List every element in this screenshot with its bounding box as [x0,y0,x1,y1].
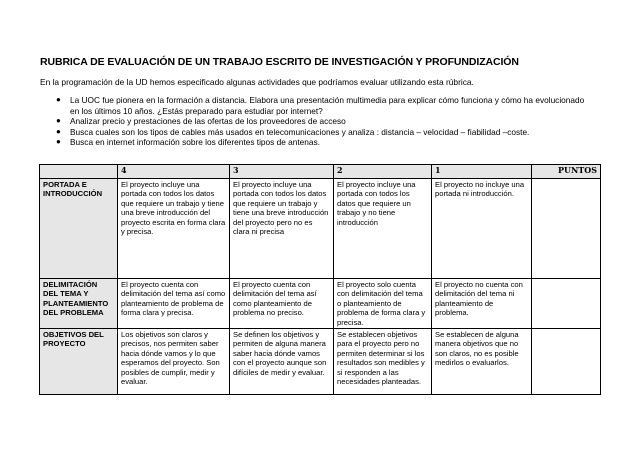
descriptor-cell: El proyecto incluye una portada con todos los datos que requiere un trabajo y no tiene introducción [334,179,432,279]
list-item [54,95,614,116]
descriptor-cell: El proyecto incluye una portada con todos los datos que requiere un trabajo y tiene una breve introducción del proyecto pero no es clara ni precisa [230,179,334,279]
criterion-cell: PORTADA E INTRODUCCIÓN [40,179,118,279]
document-title: RUBRICA DE EVALUACIÓN DE UN TRABAJO ESCRITO DE INVESTIGACIÓN Y PROFUNDIZACIÓN [40,56,519,68]
list-item-text-continued: en los últimos 10 años. ¿Estás preparado para estudiar por internet? [70,105,323,116]
descriptor-cell: El proyecto incluye una portada con todos los datos que requiere un trabajo y tiene una breve introducción del proyecto escrita en forma clara y precisa. [118,179,230,279]
header-score-4: 4 [118,165,230,179]
points-cell [532,329,601,395]
header-score-2: 2 [334,165,432,179]
header-criterion [40,165,118,179]
descriptor-cell: El proyecto cuenta con delimitación del tema así como planteamiento de problema de forma clara y precisa. [118,279,230,329]
criterion-cell: OBJETIVOS DEL PROYECTO [40,329,118,395]
list-item-text: La UOC fue pionera en la formación a distancia. Elabora una presentación multimedia para explicar cómo funciona y cómo ha evolucionado [70,95,585,105]
bullet-icon: ● [56,116,61,125]
bullet-icon: ● [56,126,61,136]
activity-list [54,95,614,148]
descriptor-cell: Se establecen objetivos para el proyecto pero no permiten determinar si los resultados son medibles y si responden a las necesidades planteadas. [334,329,432,395]
criterion-cell: DELIMITACIÓN DEL TEMA Y PLANTEAMIENTO DEL PROBLEMA [40,279,118,329]
list-item-text: Analizar precio y prestaciones de las ofertas de los proveedores de acceso [70,116,346,126]
bullet-icon: ● [56,95,61,104]
list-item-text: Busca en internet información sobre los diferentes tipos de antenas. [70,137,320,147]
descriptor-cell: Los objetivos son claros y precisos, nos permiten saber hacia dónde vamos y lo que esperamos del proyecto. Son posibles de cumplir, medir y evaluar. [118,329,230,395]
bullet-icon: ● [56,137,61,146]
list-item [54,116,614,127]
descriptor-cell: El proyecto solo cuenta con delimitación del tema o planteamiento de problema de forma clara y precisa. [334,279,432,329]
table-row [40,329,601,395]
table-row [40,179,601,279]
descriptor-cell: Se establecen de alguna manera objetivos que no son claros, no es posible medirlos o evaluarlos. [432,329,532,395]
header-score-3: 3 [230,165,334,179]
descriptor-cell: El proyecto no cuenta con delimitación del tema ni planteamiento de problema. [432,279,532,329]
list-item [54,127,614,138]
table-row [40,279,601,329]
descriptor-cell: Se definen los objetivos y permiten de alguna manera saber hacia dónde vamos con el proyecto aunque son difíciles de medir y evaluar. [230,329,334,395]
header-puntos: PUNTOS [532,165,601,179]
table-header-row [40,165,601,179]
points-cell [532,179,601,279]
list-item-text: Busca cuales son los tipos de cables más usados en telecomunicaciones y analiza : distancia – velocidad – fiabilidad –coste. [70,126,530,137]
header-score-1: 1 [432,165,532,179]
rubric-table [39,164,601,395]
descriptor-cell: El proyecto no incluye una portada ni introducción. [432,179,532,279]
intro-paragraph: En la programación de la UD hemos especificado algunas actividades que podríamos evaluar utilizando esta rúbrica. [40,77,474,87]
points-cell [532,279,601,329]
list-item [54,137,614,148]
descriptor-cell: El proyecto cuenta con delimitación del tema así como planteamiento de problema no preciso. [230,279,334,329]
